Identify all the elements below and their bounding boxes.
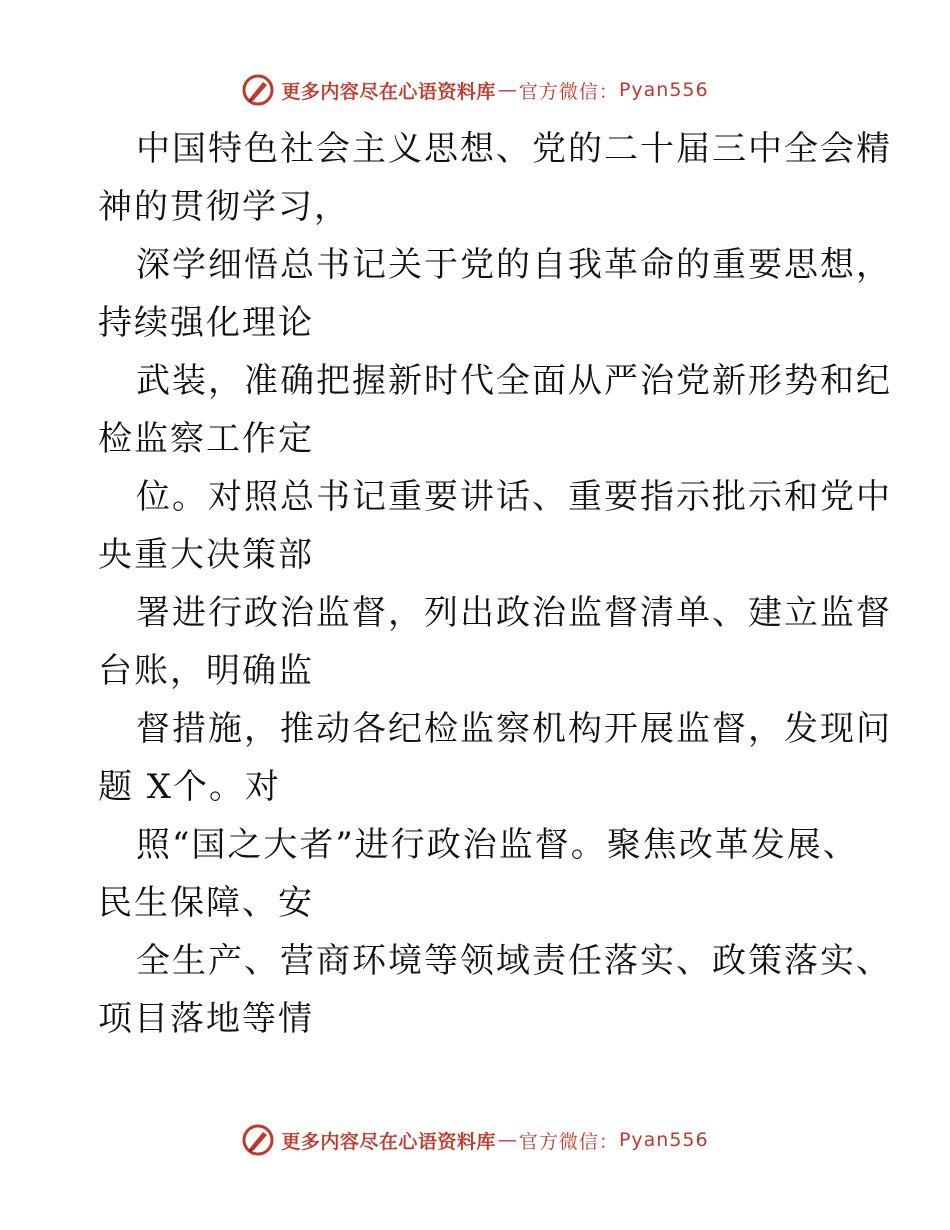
footer-wechat-label: 官方微信： bbox=[518, 1130, 619, 1153]
document-body bbox=[98, 120, 892, 1048]
body-line: 央重大决策部 bbox=[98, 535, 314, 575]
body-line: 全生产、营商环境等领域责任落实、政策落实、 bbox=[136, 941, 892, 981]
body-line: 题 X个。对 bbox=[98, 767, 282, 807]
footer-brand-text: 更多内容尽在心语资料库 bbox=[281, 1130, 496, 1153]
body-line: 照“国之大者”进行政治监督。聚焦改革发展、 bbox=[136, 825, 859, 865]
body-line: 署进行政治监督，列出政治监督清单、建立监督 bbox=[136, 593, 892, 633]
body-line: 神的贯彻学习， bbox=[98, 187, 350, 227]
body-line: 深学细悟总书记关于党的自我革命的重要思想， bbox=[136, 245, 892, 285]
header-wechat-label: 官方微信： bbox=[518, 80, 619, 103]
body-line: 台账，明确监 bbox=[98, 651, 314, 691]
body-line: 位。对照总书记重要讲话、重要指示批示和党中 bbox=[136, 477, 892, 517]
footer-wechat-id: Pyan556 bbox=[618, 1129, 709, 1151]
body-line: 民生保障、安 bbox=[98, 883, 314, 923]
header-banner bbox=[0, 70, 950, 110]
header-separator: — bbox=[497, 79, 517, 101]
body-line: 武装，准确把握新时代全面从严治党新形势和纪 bbox=[136, 361, 892, 401]
footer-banner bbox=[0, 1120, 950, 1160]
header-brand-text: 更多内容尽在心语资料库 bbox=[281, 80, 496, 103]
pen-logo-icon bbox=[241, 1123, 275, 1157]
pen-logo-icon bbox=[241, 73, 275, 107]
header-wechat-id: Pyan556 bbox=[618, 79, 709, 101]
body-line: 检监察工作定 bbox=[98, 419, 314, 459]
body-line: 持续强化理论 bbox=[98, 303, 314, 343]
body-line: 中国特色社会主义思想、党的二十届三中全会精 bbox=[136, 129, 892, 169]
body-line: 督措施，推动各纪检监察机构开展监督，发现问 bbox=[136, 709, 892, 749]
footer-separator: — bbox=[497, 1129, 517, 1151]
body-line: 项目落地等情 bbox=[98, 999, 314, 1039]
